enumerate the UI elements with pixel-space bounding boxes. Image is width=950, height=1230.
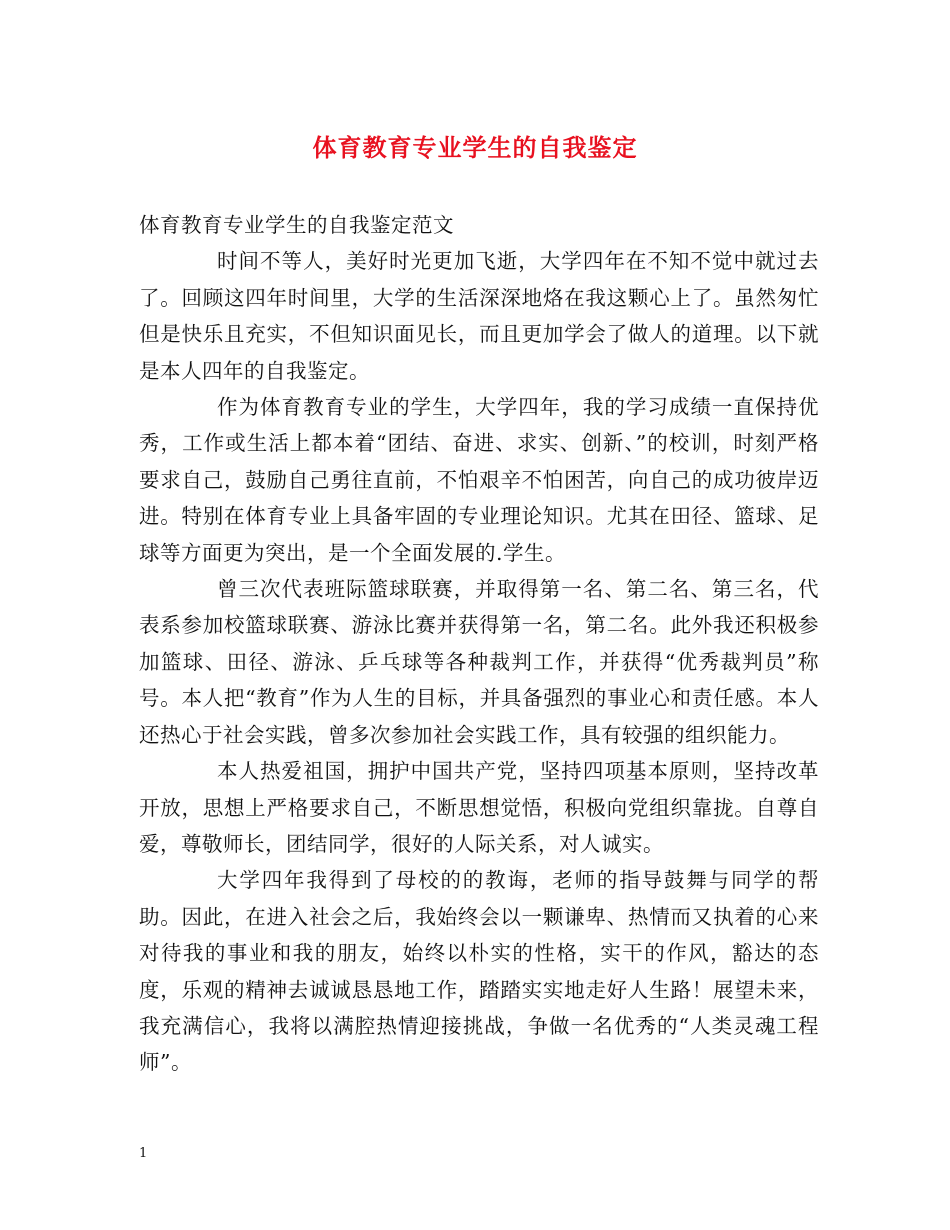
- document-subtitle: 体育教育专业学生的自我鉴定范文: [139, 213, 454, 237]
- paragraph-study: 作为体育教育专业的学生，大学四年，我的学习成绩一直保持优秀，工作或生活上都本着“团结、奋进、求实、创新、”的校训，时刻严格要求自己，鼓励自己勇往直前，不怕艰辛不怕困苦，向自己的成功彼岸迈进。特别在体育专业上具备牢固的专业理论知识。尤其在田径、篮球、足球等方面更为突出，是一个全面发展的.学生。: [139, 395, 819, 565]
- paragraph-outlook: 大学四年我得到了母校的的教诲，老师的指导鼓舞与同学的帮助。因此，在进入社会之后，我始终会以一颗谦卑、热情而又执着的心来对待我的事业和我的朋友，始终以朴实的性格，实干的作风，豁达的态度，乐观的精神去诚诚恳恳地工作，踏踏实实地走好人生路！展望未来，我充满信心，我将以满腔热情迎接挑战，争做一名优秀的“人类灵魂工程师”。: [139, 868, 819, 1075]
- paragraph-ideology: 本人热爱祖国，拥护中国共产党，坚持四项基本原则，坚持改革开放，思想上严格要求自己，不断思想觉悟，积极向党组织靠拢。自尊自爱，尊敬师长，团结同学，很好的人际关系，对人诚实。: [139, 759, 819, 856]
- document-body: [139, 207, 819, 1081]
- document-title: 体育教育专业学生的自我鉴定: [312, 133, 638, 162]
- page-number: 1: [139, 1146, 148, 1161]
- paragraph-activities: 曾三次代表班际篮球联赛，并取得第一名、第二名、第三名，代表系参加校篮球联赛、游泳比赛并获得第一名，第二名。此外我还积极参加篮球、田径、游泳、乒乓球等各种裁判工作，并获得“优秀裁判员”称号。本人把“教育”作为人生的目标，并具备强烈的事业心和责任感。本人还热心于社会实践，曾多次参加社会实践工作，具有较强的组织能力。: [139, 577, 819, 747]
- paragraph-intro: 时间不等人，美好时光更加飞逝，大学四年在不知不觉中就过去了。回顾这四年时间里，大学的生活深深地烙在我这颗心上了。虽然匆忙但是快乐且充实，不但知识面见长，而且更加学会了做人的道理。以下就是本人四年的自我鉴定。: [139, 249, 819, 383]
